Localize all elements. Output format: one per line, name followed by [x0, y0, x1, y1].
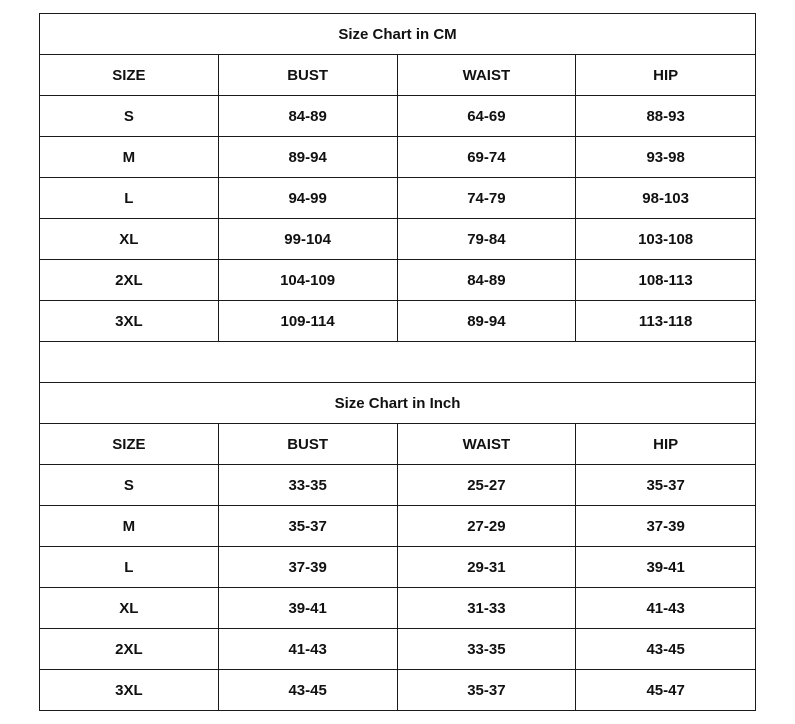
waist-cell: 64-69: [398, 96, 577, 137]
table-row: [40, 96, 756, 137]
table-row: [40, 219, 756, 260]
bust-cell: 35-37: [219, 506, 398, 547]
waist-cell: 74-79: [398, 178, 577, 219]
cm-table-title: Size Chart in CM: [40, 14, 756, 55]
inch-table-title: Size Chart in Inch: [40, 383, 756, 424]
table-row: [40, 178, 756, 219]
hip-cell: 41-43: [576, 588, 756, 629]
table-row: [40, 506, 756, 547]
table-row: [40, 670, 756, 711]
inch-header-row: [40, 424, 756, 465]
waist-cell: 84-89: [398, 260, 577, 301]
size-cell: L: [40, 547, 219, 588]
cm-header-bust: BUST: [219, 55, 398, 96]
table-row: [40, 260, 756, 301]
waist-cell: 29-31: [398, 547, 577, 588]
table-row: [40, 629, 756, 670]
bust-cell: 104-109: [219, 260, 398, 301]
waist-cell: 27-29: [398, 506, 577, 547]
bust-cell: 39-41: [219, 588, 398, 629]
hip-cell: 39-41: [576, 547, 756, 588]
hip-cell: 108-113: [576, 260, 756, 301]
cm-header-waist: WAIST: [398, 55, 577, 96]
hip-cell: 113-118: [576, 301, 756, 342]
size-cell: L: [40, 178, 219, 219]
size-cell: 3XL: [40, 670, 219, 711]
size-chart-sheet: [39, 13, 756, 711]
waist-cell: 69-74: [398, 137, 577, 178]
waist-cell: 31-33: [398, 588, 577, 629]
hip-cell: 98-103: [576, 178, 756, 219]
inch-header-waist: WAIST: [398, 424, 577, 465]
waist-cell: 89-94: [398, 301, 577, 342]
cm-header-size: SIZE: [40, 55, 219, 96]
spacer-row: [40, 342, 756, 383]
table-row: [40, 137, 756, 178]
inch-header-size: SIZE: [40, 424, 219, 465]
inch-title-row: [40, 383, 756, 424]
cm-header-row: [40, 55, 756, 96]
size-cell: 3XL: [40, 301, 219, 342]
inch-header-hip: HIP: [576, 424, 756, 465]
table-row: [40, 301, 756, 342]
size-cell: S: [40, 465, 219, 506]
waist-cell: 33-35: [398, 629, 577, 670]
hip-cell: 35-37: [576, 465, 756, 506]
bust-cell: 33-35: [219, 465, 398, 506]
bust-cell: 41-43: [219, 629, 398, 670]
bust-cell: 37-39: [219, 547, 398, 588]
bust-cell: 109-114: [219, 301, 398, 342]
hip-cell: 93-98: [576, 137, 756, 178]
waist-cell: 35-37: [398, 670, 577, 711]
size-cell: M: [40, 506, 219, 547]
hip-cell: 88-93: [576, 96, 756, 137]
hip-cell: 45-47: [576, 670, 756, 711]
bust-cell: 94-99: [219, 178, 398, 219]
size-cell: M: [40, 137, 219, 178]
table-row: [40, 465, 756, 506]
size-cell: S: [40, 96, 219, 137]
table-row: [40, 588, 756, 629]
hip-cell: 43-45: [576, 629, 756, 670]
size-cell: 2XL: [40, 629, 219, 670]
waist-cell: 79-84: [398, 219, 577, 260]
size-cell: XL: [40, 588, 219, 629]
hip-cell: 37-39: [576, 506, 756, 547]
bust-cell: 43-45: [219, 670, 398, 711]
inch-header-bust: BUST: [219, 424, 398, 465]
cm-title-row: [40, 14, 756, 55]
size-cell: XL: [40, 219, 219, 260]
waist-cell: 25-27: [398, 465, 577, 506]
spacer-cell: [40, 342, 756, 383]
hip-cell: 103-108: [576, 219, 756, 260]
bust-cell: 84-89: [219, 96, 398, 137]
bust-cell: 99-104: [219, 219, 398, 260]
table-row: [40, 547, 756, 588]
cm-header-hip: HIP: [576, 55, 756, 96]
bust-cell: 89-94: [219, 137, 398, 178]
size-cell: 2XL: [40, 260, 219, 301]
